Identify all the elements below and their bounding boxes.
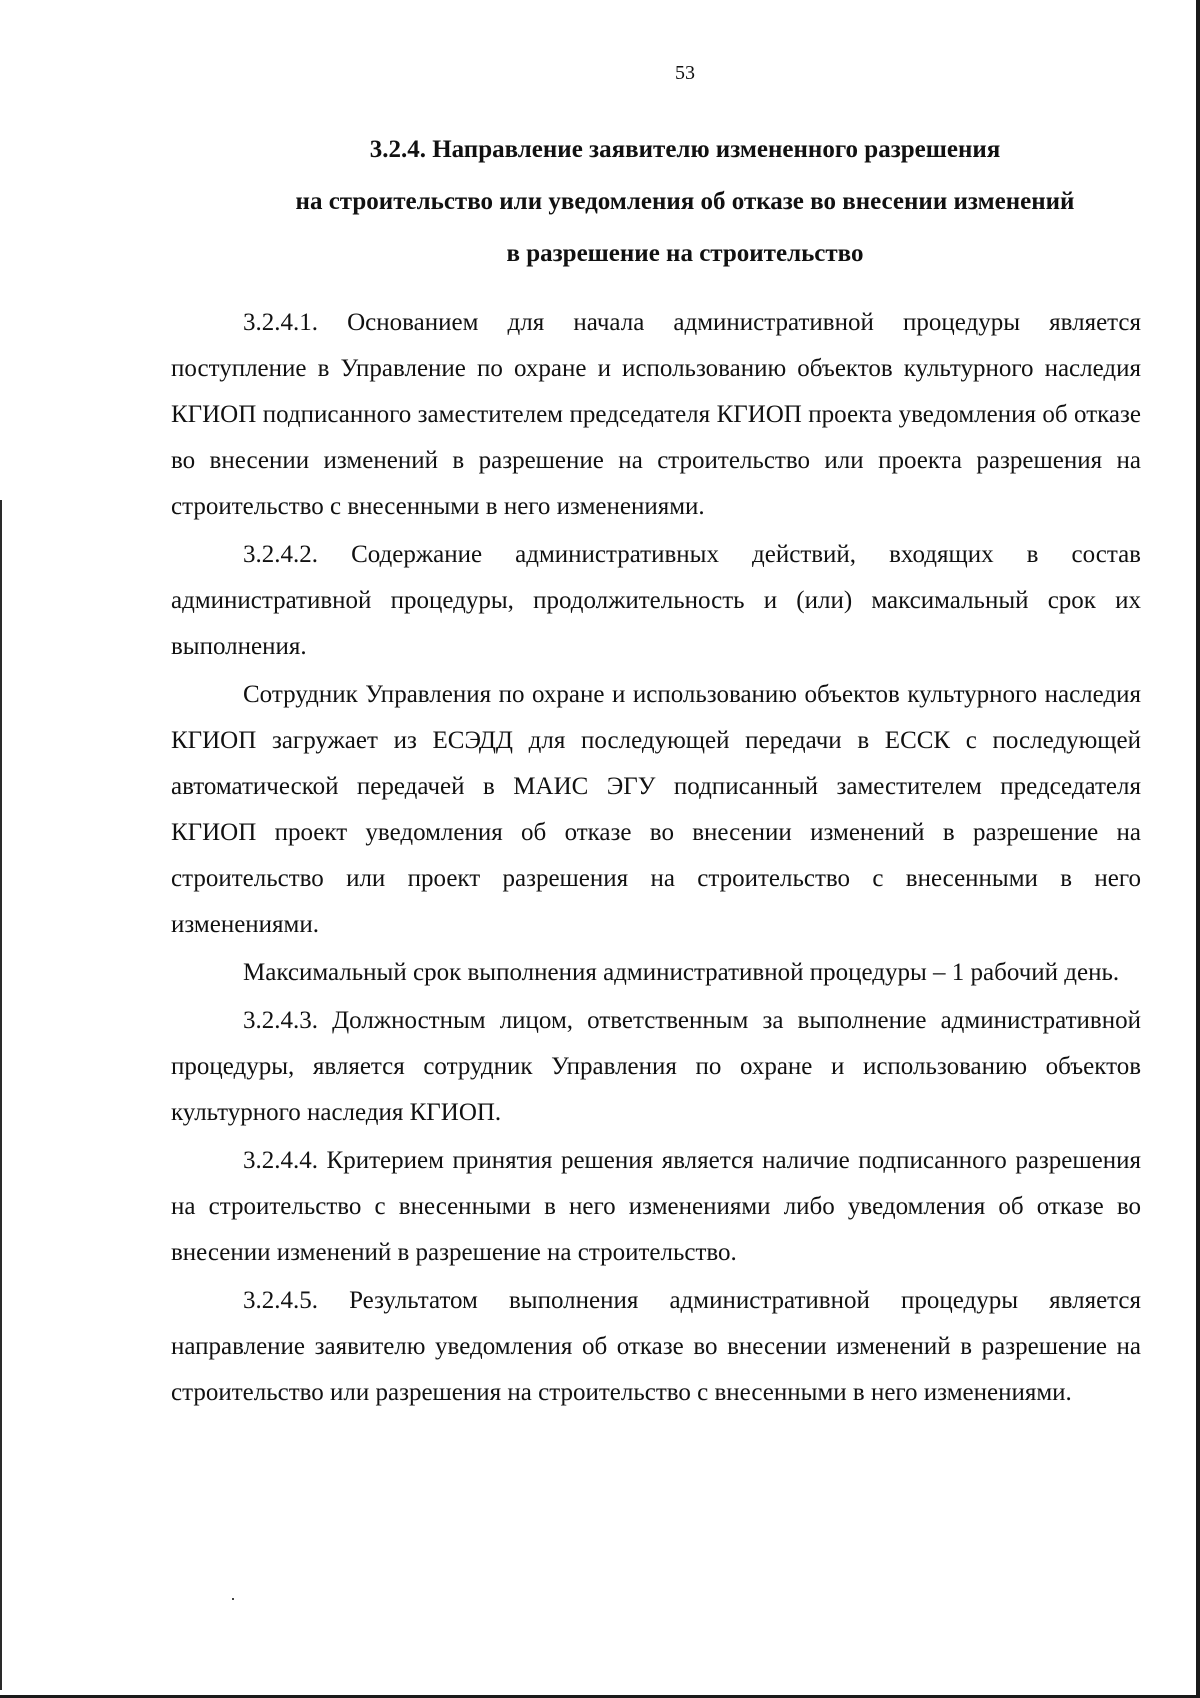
paragraph-3-2-4-5: 3.2.4.5. Результатом выполнения административной процедуры является направление заявителю уведомления об отказе во внесении изменений в разрешение на строительство или разрешения на строительство с внесенными в него изменениями.	[171, 1287, 1141, 1406]
section-heading-line-1: 3.2.4. Направление заявителю измененного разрешения	[369, 136, 1001, 163]
section-heading	[0, 124, 1200, 280]
section-heading-line-3: в разрешение на строительство	[506, 240, 864, 267]
paragraph-3-2-4-1: 3.2.4.1. Основанием для начала административной процедуры является поступление в Управление по охране и использованию объектов культурного наследия КГИОП подписанного заместителем председателя КГИОП проекта уведомления об отказе во внесении изменений в разрешение на строительство или проекта разрешения на строительство с внесенными в него изменениями.	[171, 309, 1141, 520]
paragraph-employee-action: Сотрудник Управления по охране и использованию объектов культурного наследия КГИОП загружает из ЕСЭДД для последующей передачи в ЕССК с последующей автоматической передачей в МАИС ЭГУ подписанный заместителем председателя КГИОП проект уведомления об отказе во внесении изменений в разрешение на строительство или проект разрешения на строительство с внесенными в него изменениями.	[171, 681, 1141, 938]
section-heading-line-2: на строительство или уведомления об отказе во внесении изменений	[295, 188, 1075, 215]
scan-speck	[232, 1598, 234, 1600]
paragraph-3-2-4-2: 3.2.4.2. Содержание административных действий, входящих в состав административной процедуры, продолжительность и (или) максимальный срок их выполнения.	[171, 541, 1141, 660]
page-number: 53	[675, 62, 695, 84]
paragraph-3-2-4-3: 3.2.4.3. Должностным лицом, ответственным за выполнение административной процедуры, является сотрудник Управления по охране и использованию объектов культурного наследия КГИОП.	[171, 1007, 1141, 1126]
paragraph-3-2-4-4: 3.2.4.4. Критерием принятия решения является наличие подписанного разрешения на строительство с внесенными в него изменениями либо уведомления об отказе во внесении изменений в разрешение на строительство.	[171, 1147, 1141, 1266]
paragraph-max-term: Максимальный срок выполнения административной процедуры – 1 рабочий день.	[243, 959, 1120, 986]
scan-edge-left	[0, 500, 2, 1690]
document-body	[171, 300, 1141, 1418]
